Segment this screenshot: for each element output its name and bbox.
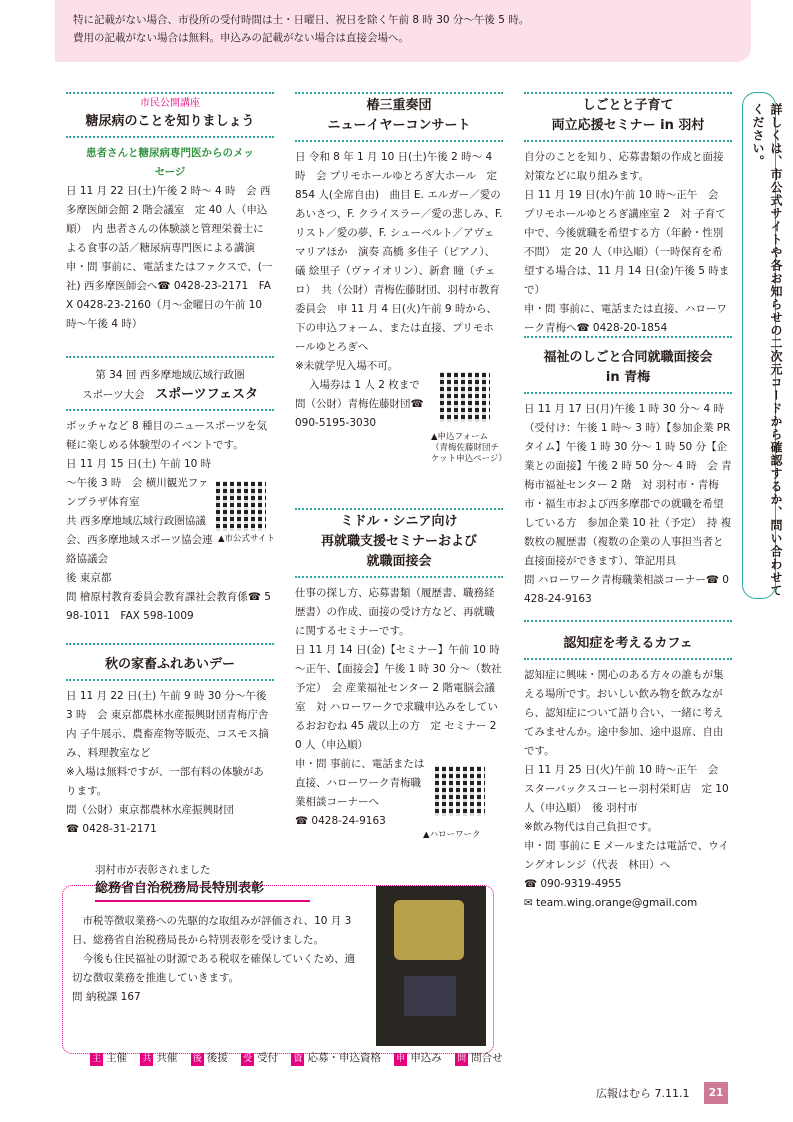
- article-body: 日 11 月 22 日(土)午後 2 時～ 4 時 会 西多摩医師会館 2 階会議室 定 40 人（申込順） 内 患者さんの体験談と管理栄養士による食事の話／糖尿病専門医による講演: [66, 185, 271, 254]
- article-body: 申・問 事前に E メールまたは電話で、ウイングオレンジ（代表 林田）へ: [524, 840, 729, 871]
- article-body: ※未就学児入場不可。: [295, 360, 399, 372]
- article-body: 日 11 月 19 日(水)午前 10 時～正午 会 プリモホールゆとろぎ講座室 2 対 子育て中で、今後就職を希望する方（年齢・性別不問） 定 20 人（申込順）（一時保育を希望する場合は、11 月 14 日(金)午後 5 時まで）: [524, 189, 730, 296]
- article-title-line-2: in 青梅: [605, 370, 651, 385]
- article-body: 問（公財）青梅佐藤財団☎ 090-5195-3030: [295, 398, 424, 429]
- article-title-line-1: ミドル・シニア向け: [340, 514, 458, 529]
- column-1-article-2: [66, 356, 274, 626]
- notice-line-2: 費用の記載がない場合は無料。申込みの記載がない場合は直接会場へ。: [73, 32, 409, 44]
- article-title-line-1: 福祉のしごと合同就職面接会: [543, 350, 713, 365]
- article-body: 問 檜原村教育委員会教育課社会教育係☎ 598-1011 FAX 598-1009: [66, 591, 271, 622]
- article-title-line-1: 椿三重奏団: [366, 98, 432, 113]
- article-body: 認知症に興味・関心のある方々の誰もが集える場所です。おいしい飲み物を飲みながら、認知症について語り合い、一緒に考えてみませんか。途中参加、途中退席、自由です。: [524, 669, 724, 757]
- article-title-line-1: しごとと子育て: [582, 98, 674, 113]
- article-category: 市民公開講座: [140, 98, 200, 109]
- article-body: 日 令和 8 年 1 月 10 日(土)午後 2 時～ 4 時 会 プリモホールゆとろぎ大ホール 定 854 人(全席自由) 曲目 E. エルガー／愛のあいさつ、F. クライスラー／愛の悲しみ、F. リスト／愛の夢、F. シューベルト／アヴェマリアほか 演奏 高橋 多佳子（ピアノ）、礒 絵里子（ヴァイオリン）、新倉 瞳（チェロ） 共（公財）青梅佐藤財団、羽村市教育委員会 申 11 月 4 日(火)午前 9 時から、下の申込フォーム、または直接、プリモホールゆとろぎへ: [295, 151, 503, 353]
- publication-name: 広報はむら 7.11.1: [596, 1087, 690, 1100]
- award-plaque-photo: [376, 886, 486, 1046]
- column-2: [295, 92, 507, 464]
- article-body: ☎ 0428-31-2171: [66, 823, 157, 835]
- column-2-article-2: [295, 508, 503, 840]
- qr-code[interactable]: [440, 372, 490, 422]
- article-body: 共 西多摩地域広域行政圏協議会、西多摩地域スポーツ協会連絡協議会: [66, 515, 213, 565]
- notice-line-1: 特に記載がない場合、市役所の受付時間は土・日曜日、祝日を除く午前 8 時 30 分～午後 5 時。: [73, 14, 530, 26]
- article-body: 申・問 事前に、電話または直接、ハローワーク青梅へ☎ 0428-20-1854: [524, 303, 727, 334]
- article-body: 入場券は 1 人 2 枚まで: [309, 379, 420, 391]
- legend-key: 問: [457, 1054, 467, 1064]
- article-subtitle: 患者さんと糖尿病専門医からのメッセージ: [86, 147, 254, 178]
- legend-key: 申: [396, 1054, 406, 1064]
- article-divider: [66, 92, 274, 94]
- qr-caption: ▲ハローワーク: [423, 830, 481, 840]
- article-title: 秋の家畜ふれあいデー: [104, 657, 235, 672]
- column-3: [524, 92, 732, 338]
- article-body: 後 東京都: [66, 572, 112, 584]
- article-body: 日 11 月 17 日(月)午後 1 時 30 分～ 4 時（受付け：午後 1 時～ 3 時）【参加企業 PR タイム】午後 1 時 30 分～ 1 時 50 分【企業との面接】午後 2 時 50 分～ 4 時 会 青梅市福祉センター 2 階 対 羽村市・青梅市・福生市および西多摩郡での就職を希望している方 参加企業 10 社（予定） 持 複数枚の履歴書（複数の企業の人事担当者と直接面接ができます）、筆記用具: [524, 403, 732, 567]
- article-body: 問（公財）東京都農林水産振興財団: [66, 804, 234, 816]
- article-body: 日 11 月 22 日(土) 午前 9 時 30 分～午後 3 時 会 東京都農林水産振興財団青梅庁舎 内 子牛展示、農畜産物等販売、コスモス摘み、料理教室など: [66, 690, 279, 759]
- legend-key: 資: [293, 1054, 303, 1064]
- article-title: 糖尿病のことを知りましょう: [85, 114, 255, 129]
- article-kicker: 第 34 回 西多摩地域広域行政圏: [95, 369, 245, 381]
- article-body: 日 11 月 15 日(土) 午前 10 時～午後 3 時 会 横川観光ファンプラザ体育室: [66, 458, 212, 508]
- legend-key: 後: [192, 1054, 202, 1064]
- article-title-line-2: 再就職支援セミナーおよび: [320, 534, 477, 549]
- article-body: ※飲み物代は自己負担です。: [524, 821, 658, 833]
- article-body: ☎ 0428-24-9163: [295, 815, 386, 827]
- legend-key: 主: [92, 1054, 102, 1064]
- article-title-prefix: スポーツ大会: [82, 389, 145, 401]
- article-body: 仕事の探し方、応募書類（履歴書、職務経歴書）の作成、面接の受け方など、再就職に関するセミナーです。: [295, 587, 495, 637]
- column-1: [66, 92, 274, 334]
- qr-caption: ▲市公式サイト: [218, 534, 275, 544]
- sidebar-text: 詳しくは、市公式サイトや各お知らせの二次元コードから確認するか、問い合わせてください。: [751, 103, 783, 597]
- award-body: 問 納税課 167: [72, 991, 141, 1003]
- article-title-line-2: 両立応援セミナー in 羽村: [551, 118, 705, 133]
- award-body: 今後も住民福祉の財源である税収を確保していくため、適切な徴収業務を推進していきます。: [72, 953, 356, 984]
- mail-icon: ✉: [524, 897, 537, 909]
- column-1-article-3: [66, 643, 279, 839]
- plaque-inscription: [404, 976, 456, 1016]
- article-body: 日 11 月 25 日(火)午前 10 時～正午 会 スターバックスコーヒー羽村栄町店 定 10 人（申込順） 後 羽村市: [524, 764, 729, 814]
- article-title: 認知症を考えるカフェ: [563, 636, 693, 651]
- article-body: ボッチャなど 8 種目のニュースポーツを気軽に楽しめる体験型のイベントです。: [66, 420, 268, 451]
- article-body: 問 ハローワーク青梅職業相談コーナー☎ 0428-24-9163: [524, 574, 729, 605]
- email-address[interactable]: ✉ team.wing.orange@gmail.com: [524, 897, 698, 909]
- column-3-article-3: [524, 620, 732, 913]
- article-title-line-3: 就職面接会: [366, 554, 432, 569]
- notice-banner: [55, 0, 751, 62]
- article-title-line-2: ニューイヤーコンサート: [327, 118, 471, 133]
- legend-key: 共: [142, 1054, 152, 1064]
- article-body: ※入場は無料ですが、一部有料の体験があります。: [66, 766, 264, 797]
- article-body: 自分のことを知り、応募書類の作成と面接対策などに取り組みます。: [524, 151, 724, 182]
- award-title: 総務省自治税務局長特別表彰: [95, 878, 310, 902]
- plaque-medal: [394, 900, 464, 960]
- qr-code[interactable]: [216, 481, 266, 531]
- award-text: [72, 912, 362, 1007]
- legend-key: 受: [243, 1054, 253, 1064]
- article-title: スポーツフェスタ: [155, 387, 258, 402]
- article-body: ☎ 090-9319-4955: [524, 878, 622, 890]
- sidebar-note: [742, 92, 783, 599]
- qr-caption: ▲申込フォーム（青梅佐藤財団チケット申込ページ）: [431, 432, 507, 464]
- legend: 主 主催 共 共催 後 後援 受 受付 資 応募・申込資格 申 申込み 問 問合せ: [92, 1052, 503, 1064]
- article-body: 申・問 事前に、電話または直接、ハローワーク青梅職業相談コーナーへ: [295, 758, 425, 808]
- award-kicker: 羽村市が表彰されました: [95, 864, 211, 876]
- award-header: [95, 862, 310, 902]
- page-number: 21: [704, 1082, 728, 1104]
- column-3-article-2: [524, 336, 732, 609]
- award-body: 市税等徴収業務への先駆的な取組みが評価され、10 月 3 日、総務省自治税務局長から特別表彰を受けました。: [72, 915, 352, 946]
- article-body: 日 11 月 14 日(金)【セミナー】午前 10 時～正午、【面接会】午後 1 時 30 分～（数社予定） 会 産業福祉センター 2 階電脳会議室 対 ハローワークで求職申込みをしているおおむね 45 歳以上の方 定 セミナー 20 人（申込順）: [295, 644, 502, 751]
- article-body: 申・問 事前に、電話またはファクスで、(一社) 西多摩医師会へ☎ 0428-23-2171 FAX 0428-23-2160（月～金曜日の午前 10 時～午後 4 時）: [66, 261, 273, 330]
- qr-code[interactable]: [435, 766, 485, 816]
